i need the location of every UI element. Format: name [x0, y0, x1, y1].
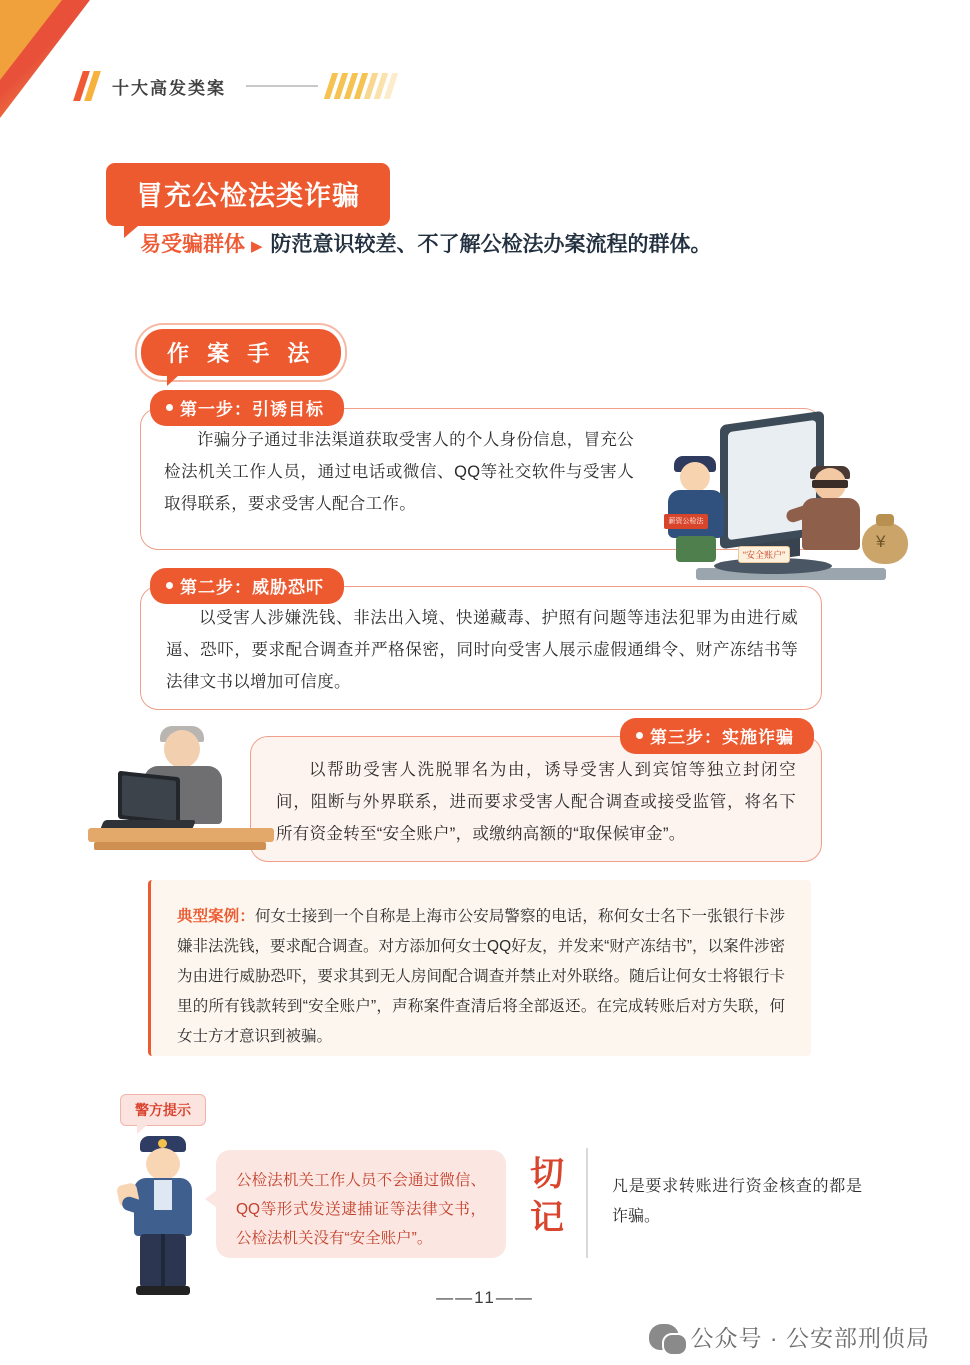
page-header	[78, 68, 398, 104]
police-tip-right-text: 凡是要求转账进行资金核查的都是诈骗。	[612, 1178, 862, 1225]
page-number: ——11——	[436, 1288, 534, 1307]
step-tag-3	[620, 718, 814, 754]
safe-account-label: “安全账户”	[738, 546, 790, 563]
desk-icon	[88, 828, 274, 842]
page-title: 冒充公检法类诈骗	[106, 163, 390, 226]
police-officer-standing-figure	[118, 1136, 208, 1296]
method-badge: 作 案 手 法	[141, 329, 341, 376]
vertical-divider	[586, 1148, 588, 1258]
header-stripes-icon	[328, 73, 398, 99]
case-text: 何女士接到一个自称是上海市公安局警察的电话，称何女士名下一张银行卡涉嫌非法洗钱，要求配合调查。对方添加何女士QQ好友，并发来“财产冻结书”，以案件涉密为由进行威胁恐吓，要求其到无人房间配合调查并禁止对外联络。随后让何女士将银行卡里的所有钱款转到“安全账户”，声称案件查清后将全部返还。在完成转账后对方失联，何女士方才意识到被骗。	[177, 908, 785, 1045]
arrow-right-icon: ▶	[251, 238, 263, 255]
wechat-icon	[649, 1324, 679, 1350]
typical-case-box	[148, 880, 811, 1056]
subtitle-value: 防范意识较差、不了解公检法办案流程的群体。	[270, 233, 712, 256]
subtitle	[140, 228, 712, 258]
subtitle-key: 易受骗群体	[140, 233, 245, 256]
step-text-3: 以帮助受害人洗脱罪名为由，诱导受害人到宾馆等独立封闭空间，阻断与外界联系，进而要求受害人配合调查或接受监管，将名下所有资金转至“安全账户”，或缴纳高额的“取保候审金”。	[276, 761, 796, 843]
officer-shirt-icon	[154, 1180, 172, 1210]
illustration-victim-laptop	[88, 724, 278, 864]
money-bag-icon	[862, 522, 908, 564]
police-tip-text: 公检法机关工作人员不会通过微信、QQ等形式发送逮捕证等法律文书，公检法机关没有“安全账户”。	[236, 1172, 486, 1247]
section-title: 十大高发类案	[112, 78, 226, 98]
officer-legs-icon	[140, 1234, 186, 1288]
police-officer-figure	[662, 456, 732, 556]
money-symbol: ¥	[876, 532, 886, 551]
bullet-dot-icon	[166, 582, 173, 589]
header-rule	[246, 85, 318, 87]
step-tag-3-label: 第三步：实施诈骗	[650, 728, 794, 747]
step-text-2: 以受害人涉嫌洗钱、非法出入境、快递藏毒、护照有问题等违法犯罪为由进行威逼、恐吓，要求配合调查并严格保密，同时向受害人展示虚假通缉令、财产冻结书等法律文书以增加可信度。	[166, 609, 798, 691]
police-sign-label: 薪资公检法	[664, 514, 708, 529]
thief-mask-icon	[812, 480, 848, 488]
police-legs-icon	[676, 536, 716, 562]
officer-head-icon	[146, 1148, 180, 1180]
case-label: 典型案例：	[177, 908, 255, 925]
victim-head-icon	[164, 730, 200, 768]
illustration-phone-scam	[610, 418, 910, 588]
desk-shadow-icon	[94, 842, 266, 850]
police-head-icon	[680, 462, 710, 492]
police-tip-bubble	[216, 1150, 506, 1258]
bullet-dot-icon	[166, 404, 173, 411]
laptop-screen-icon	[118, 771, 180, 826]
wechat-label: 公众号 · 公安部刑侦局	[690, 1325, 930, 1351]
seal-text: 切记	[530, 1154, 564, 1238]
header-slash-icon	[78, 70, 100, 102]
step-tag-1-label: 第一步：引诱目标	[180, 400, 324, 419]
step-tag-2-label: 第二步：威胁恐吓	[180, 578, 324, 597]
step-tag-1	[150, 390, 344, 426]
police-tip-tag: 警方提示	[120, 1094, 206, 1126]
step-tag-2	[150, 568, 344, 604]
wechat-credit	[649, 1320, 930, 1353]
bullet-dot-icon	[636, 732, 643, 739]
step-text-1: 诈骗分子通过非法渠道获取受害人的个人身份信息，冒充公检法机关工作人员，通过电话或微信、QQ等社交软件与受害人取得联系，要求受害人配合工作。	[164, 431, 634, 513]
